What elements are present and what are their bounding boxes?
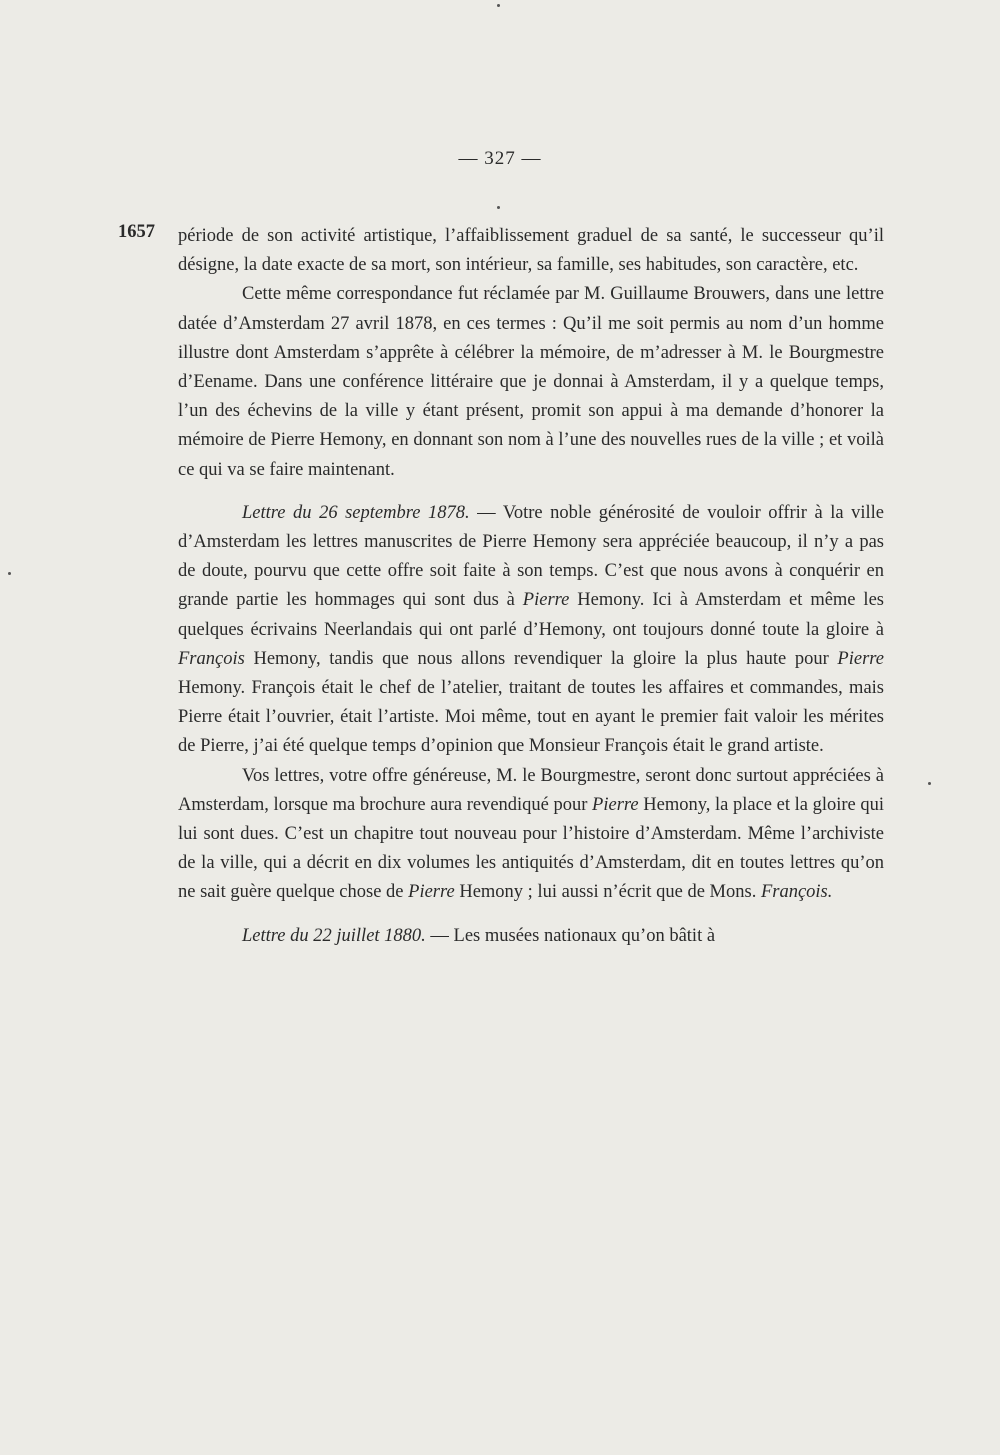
text-run: Hemony, tandis que nous allons revendiquer la gloire la plus haute pour	[244, 648, 838, 669]
scan-speck	[497, 206, 500, 209]
scan-speck	[497, 4, 500, 7]
paragraph-letter-1878	[178, 499, 884, 762]
italic-name: François	[178, 648, 245, 669]
page-number: — 327 —	[458, 148, 542, 169]
text-run: Hemony. François était le chef de l’atelier, traitant de toutes les affaires et commandes, mais Pierre était l’ouvrier, était l’artiste. Moi même, tout en ayant le premier fait valoir les mérites de Pierre, j’ai été quelque temps d’opinion que Monsieur François était le grand artiste.	[178, 678, 884, 757]
body-text	[178, 222, 884, 951]
italic-name: Pierre	[592, 794, 639, 815]
italic-name: François.	[760, 882, 833, 903]
scan-speck	[928, 782, 931, 785]
text-run: Hemony. Ici à Amsterdam et même les quelques écrivains Neerlandais qui ont parlé d’Hemony, ont toujours donné toute la gloire à	[178, 590, 884, 640]
paragraph-2: Cette même correspondance fut réclamée par M. Guillaume Brouwers, dans une lettre datée d’Amsterdam 27 avril 1878, en ces termes : Qu’il me soit permis au nom d’un homme illustre dont Amsterdam s’apprête à célébrer la mémoire, de m’adresser à M. le Bourgmestre d’Eename. Dans une conférence littéraire que je donnai à Amsterdam, il y a quelque temps, l’un des échevins de la ville y étant présent, promit son appui à ma demande d’honorer la mémoire de Pierre Hemony, en donnant son nom à l’une des nouvelles rues de la ville ; et voilà ce qui va se faire maintenant.	[178, 284, 884, 480]
italic-name: Pierre	[837, 648, 884, 669]
text-run: — Votre noble générosité de vouloir offrir à la ville d’Amsterdam les lettres manuscrites de Pierre Hemony sera appréciée beaucoup, il n’y a pas de doute, pourvu que cette offre soit faite à son temps. C’est que nous avons à conquérir en grande partie les hommages qui sont dus à	[178, 502, 884, 611]
text-run: Vos lettres, votre offre généreuse, M. le Bourgmestre, seront donc surtout appréciées à Amsterdam, lorsque ma brochure aura revendiqué pour	[178, 765, 884, 815]
margin-year: 1657	[118, 222, 155, 242]
paragraph-letter-1880	[178, 922, 884, 951]
text-run: — Les musées nationaux qu’on bâtit à	[425, 925, 716, 946]
text-run: Hemony ; lui aussi n’écrit que de Mons.	[454, 882, 761, 903]
paragraph-4	[178, 762, 884, 908]
text-run: Hemony, la place et la gloire qui lui sont dues. C’est un chapitre tout nouveau pour l’histoire d’Amsterdam. Même l’archiviste de la ville, qui a décrit en dix volumes les antiquités d’Amsterdam, dit en toutes lettres qu’on ne sait guère quelque chose de	[178, 794, 885, 903]
paragraph-1: période de son activité artistique, l’affaiblissement graduel de sa santé, le successeur qu’il désigne, la date exacte de sa mort, son intérieur, sa famille, ses habitudes, son caractère, etc.	[178, 226, 884, 276]
letter-heading: Lettre du 26 septembre 1878.	[242, 502, 470, 523]
scan-speck	[8, 572, 11, 575]
italic-name: Pierre	[522, 590, 570, 611]
italic-name: Pierre	[408, 882, 455, 903]
letter-heading: Lettre du 22 juillet 1880.	[242, 925, 426, 946]
